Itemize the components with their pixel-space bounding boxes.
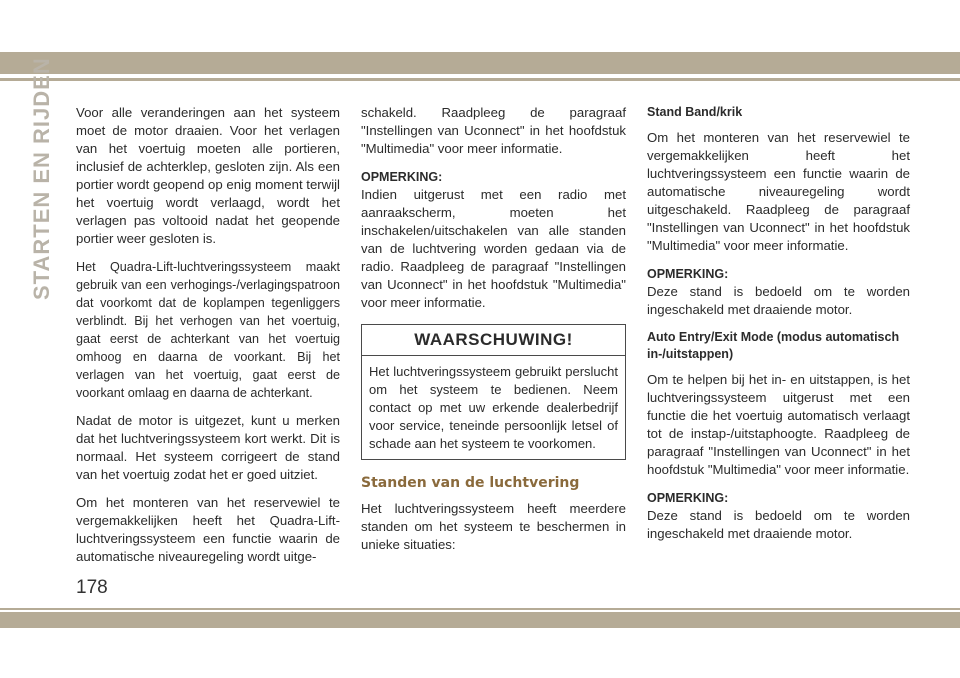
note-text: Indien uitgerust met een radio met aanraakscherm, moeten het inschakelen/uitschakelen van alle standen van de luchtvering worden gedaan via de radio. Raadpleeg de paragraaf "Instellingen van Uconnect" in het hoofdstuk "Multimedia" voor meer informatie. [361, 187, 626, 310]
paragraph: Om het monteren van het reservewiel te vergemakkelijken heeft het Quadra-Lift-luchtveringssysteem een functie waarin de automatische niveauregeling wordt uitge- [76, 495, 340, 564]
paragraph: Voor alle veranderingen aan het systeem moet de motor draaien. Voor het verlagen van het voertuig moeten alle portieren, inclusief de achterklep, gesloten zijn. Als een portier wordt geopend op enig moment terwijl het voertuig wordt verlaagd, wordt het verlagen pas voltooid nadat het geopende portier weer gesloten is. [76, 105, 340, 246]
subheading: Auto Entry/Exit Mode (modus automatisch in-/uitstappen) [647, 330, 900, 361]
column-1 [76, 104, 340, 576]
note-title: OPMERKING: [647, 491, 729, 505]
note-title: OPMERKING: [361, 170, 443, 184]
warning-title: WAARSCHUWING! [362, 325, 625, 356]
warning-text: Het luchtveringssysteem gebruikt perslucht om het systeem te bedienen. Neem contact op met uw erkende dealerbedrijf voor service, teneinde persoonlijk letsel of schade aan het systeem te voorkomen. [369, 364, 618, 451]
note-text: Deze stand is bedoeld om te worden ingeschakeld met draaiende motor. [647, 508, 910, 541]
paragraph: Nadat de motor is uitgezet, kunt u merken dat het luchtveringssysteem kort werkt. Dit is normaal. Het systeem corrigeert de stand van het voertuig zodat het er goed uitziet. [76, 413, 340, 482]
section-heading: Standen van de luchtvering [361, 475, 580, 491]
paragraph: Om te helpen bij het in- en uitstappen, is het luchtveringssysteem uitgerust met een functie die het voertuig automatisch verlaagt tot de instap-/uitstaphoogte. Raadpleeg de paragraaf "Instellingen van Uconnect" in het hoofdstuk "Multimedia" voor meer informatie. [647, 372, 910, 477]
column-3 [647, 104, 910, 553]
section-side-title: STARTEN EN RIJDEN [29, 57, 54, 300]
footer-rule [0, 608, 960, 610]
warning-box [361, 324, 626, 460]
column-2 [361, 104, 626, 564]
header-band [0, 52, 960, 74]
paragraph: Het Quadra-Lift-luchtveringssysteem maakt gebruik van een verhogings-/verlagingspatroon dat voorkomt dat de koplampen tegenliggers verblindt. Bij het verhogen van het voertuig, gaat eerst de achterkant van het voertuig omhoog en daarna de voorkant. Bij het verlagen van het voertuig, gaat eerst de voorkant omlaag en daarna de achterkant. [76, 260, 340, 400]
page-number: 178 [76, 577, 108, 598]
paragraph: Om het monteren van het reservewiel te vergemakkelijken heeft het luchtveringssysteem een functie waarin de automatische niveauregeling wordt uitgeschakeld. Raadpleeg de paragraaf "Instellingen van Uconnect" in het hoofdstuk "Multimedia" voor meer informatie. [647, 130, 910, 253]
paragraph: schakeld. Raadpleeg de paragraaf "Instellingen van Uconnect" in het hoofdstuk "Multimedia" voor meer informatie. [361, 105, 626, 156]
paragraph: Het luchtveringssysteem heeft meerdere standen om het systeem te beschermen in unieke situaties: [361, 501, 626, 552]
header-rule [0, 78, 960, 81]
note-text: Deze stand is bedoeld om te worden ingeschakeld met draaiende motor. [647, 284, 910, 317]
subheading: Stand Band/krik [647, 105, 743, 119]
footer-band [0, 612, 960, 628]
note-title: OPMERKING: [647, 267, 729, 281]
